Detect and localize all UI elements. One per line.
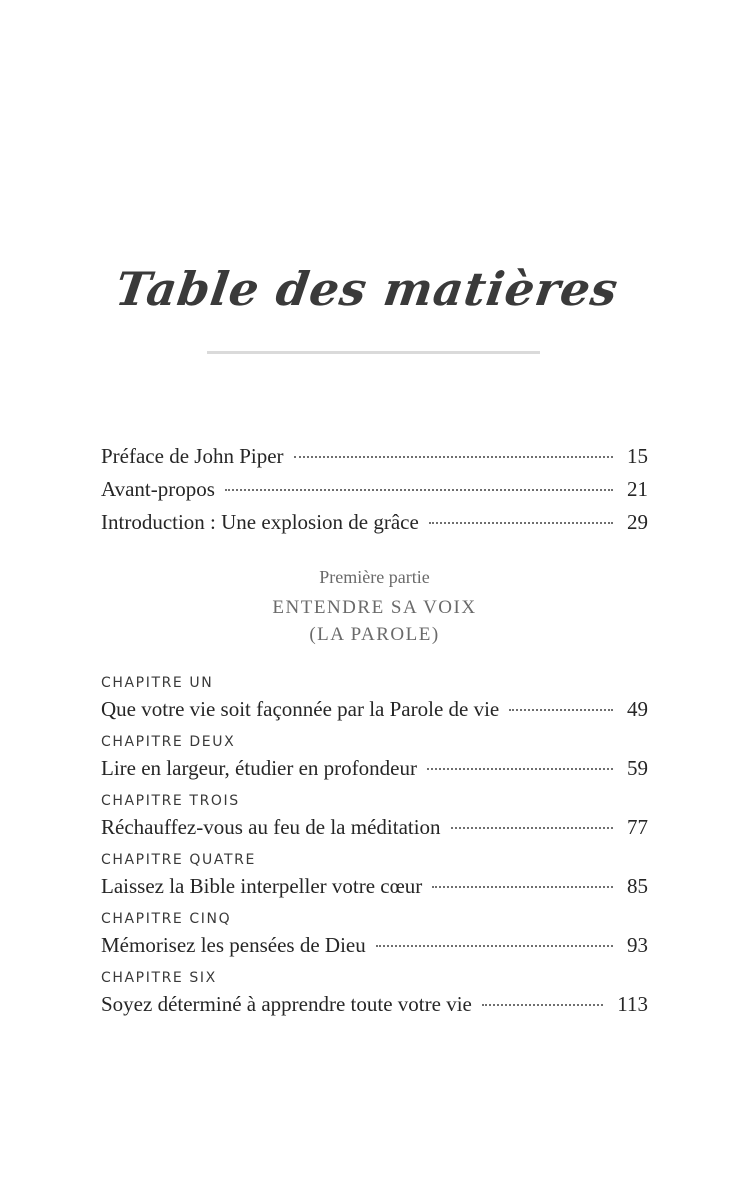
- chapter-number-label: CHAPITRE QUATRE: [101, 852, 256, 868]
- dot-leader: [294, 456, 613, 458]
- toc-entry-chapter-5[interactable]: [101, 930, 648, 960]
- toc-page-number: 113: [617, 992, 648, 1016]
- toc-page-number: 29: [627, 510, 648, 534]
- toc-entry-preface[interactable]: [101, 440, 648, 473]
- chapter-number-label: CHAPITRE SIX: [101, 970, 217, 986]
- toc-entry-chapter-1[interactable]: [101, 694, 648, 724]
- dot-leader: [509, 709, 613, 711]
- toc-entry-introduction[interactable]: [101, 506, 648, 539]
- toc-entry-label: Introduction : Une explosion de grâce: [101, 510, 419, 534]
- chapter-title: Laissez la Bible interpeller votre cœur: [101, 874, 423, 898]
- chapter-item: [101, 967, 648, 1019]
- toc-entry-label: Préface de John Piper: [101, 444, 284, 468]
- chapter-number-label: CHAPITRE UN: [101, 675, 214, 691]
- chapter-title: Que votre vie soit façonnée par la Parole de vie: [101, 697, 500, 721]
- dot-leader: [429, 522, 613, 524]
- toc-entry-chapter-2[interactable]: [101, 753, 648, 783]
- toc-page-number: 49: [627, 697, 648, 721]
- chapter-item: [101, 849, 648, 901]
- toc-page-number: 93: [627, 933, 648, 957]
- chapter-number-label: CHAPITRE CINQ: [101, 911, 232, 927]
- chapter-number-label: CHAPITRE DEUX: [101, 734, 236, 750]
- dot-leader: [482, 1004, 603, 1006]
- chapter-list: [101, 672, 648, 1019]
- toc-page-number: 21: [627, 477, 648, 501]
- toc-entry-chapter-3[interactable]: [101, 812, 648, 842]
- part-subtitle: (LA PAROLE): [309, 624, 440, 645]
- dot-leader: [376, 945, 613, 947]
- chapter-item: [101, 672, 648, 724]
- toc-page-number: 59: [627, 756, 648, 780]
- chapter-item: [101, 790, 648, 842]
- page-title: Table des matières: [112, 262, 622, 316]
- chapter-item: [101, 731, 648, 783]
- chapter-number-label: CHAPITRE TROIS: [101, 793, 240, 809]
- chapter-item: [101, 908, 648, 960]
- dot-leader: [451, 827, 613, 829]
- chapter-title: Soyez déterminé à apprendre toute votre vie: [101, 992, 472, 1016]
- chapter-title: Lire en largeur, étudier en profondeur: [101, 756, 417, 780]
- dot-leader: [432, 886, 613, 888]
- chapter-title: Mémorisez les pensées de Dieu: [101, 933, 366, 957]
- title-divider: [207, 351, 540, 354]
- part-title: ENTENDRE SA VOIX: [272, 597, 477, 618]
- part-label: Première partie: [319, 567, 430, 587]
- toc-entry-chapter-6[interactable]: [101, 989, 648, 1019]
- dot-leader: [427, 768, 613, 770]
- table-of-contents: [101, 440, 648, 1026]
- toc-page-number: 85: [627, 874, 648, 898]
- chapter-title: Réchauffez-vous au feu de la méditation: [101, 815, 441, 839]
- toc-entry-label: Avant-propos: [101, 477, 215, 501]
- toc-entry-avant-propos[interactable]: [101, 473, 648, 506]
- front-matter-list: [101, 440, 648, 539]
- toc-entry-chapter-4[interactable]: [101, 871, 648, 901]
- toc-page-number: 77: [627, 815, 648, 839]
- toc-page-number: 15: [627, 444, 648, 468]
- dot-leader: [225, 489, 613, 491]
- part-heading: [101, 564, 648, 648]
